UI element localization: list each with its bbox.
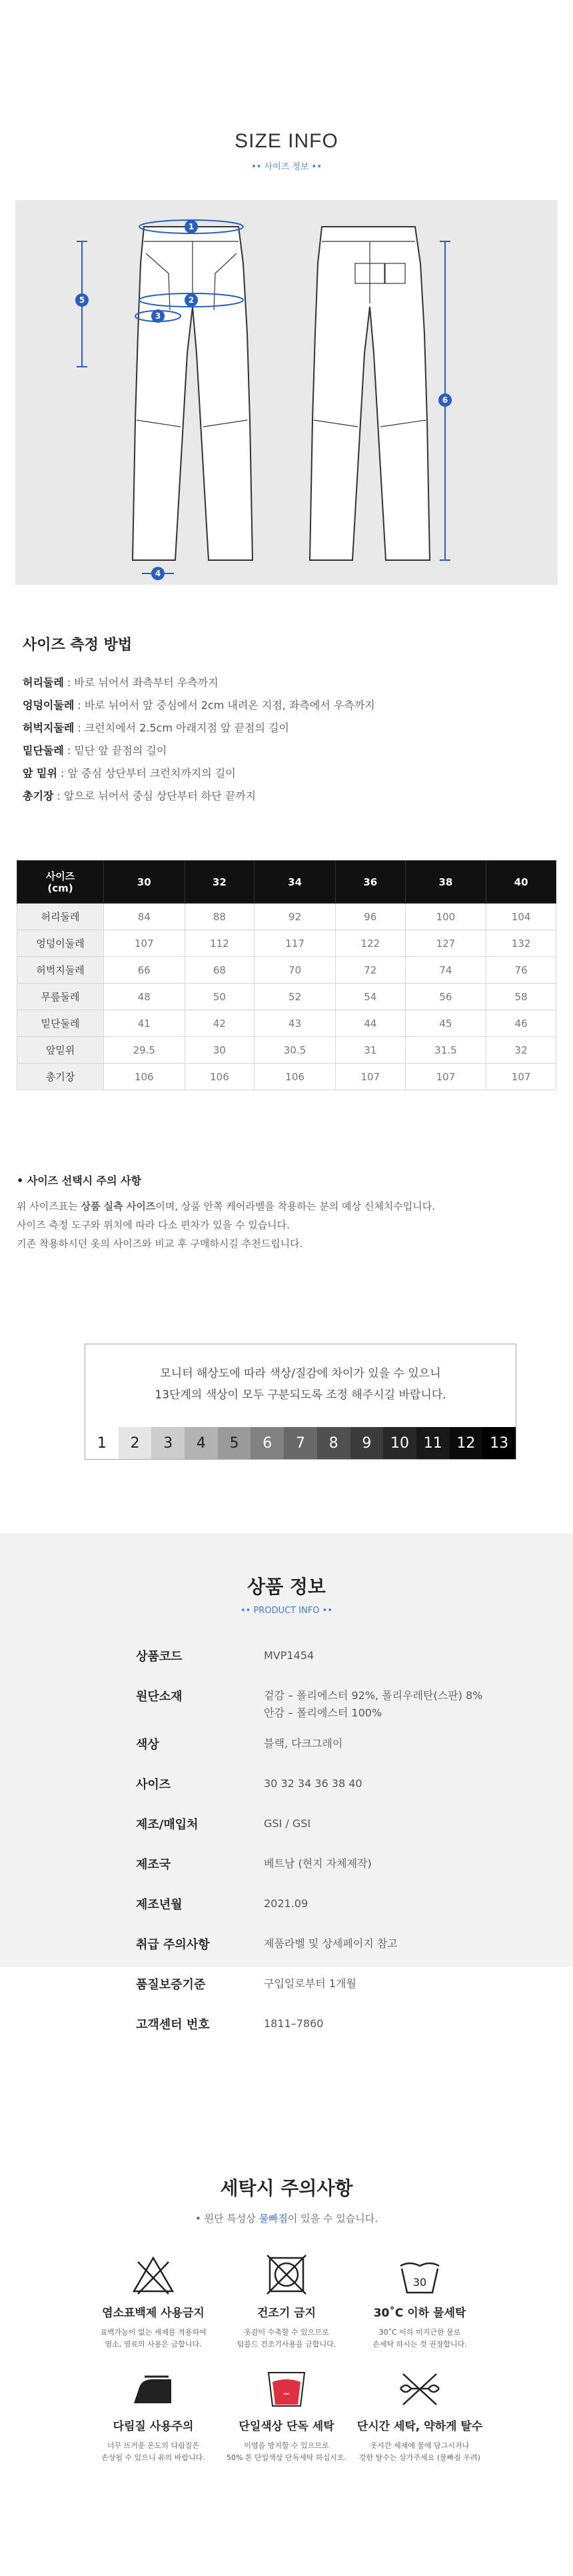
product-info-value	[264, 1969, 509, 1993]
size-cell: 122	[335, 930, 405, 957]
product-info-value-line: 1811–7860	[264, 2017, 324, 2030]
size-cell: 106	[104, 1064, 185, 1090]
product-info-key: 상품코드	[136, 1650, 183, 1664]
gray-step: 1	[85, 1427, 119, 1459]
product-info-key: 원단소재	[136, 1690, 183, 1704]
product-info-key: 제조년월	[136, 1898, 183, 1912]
size-cell: 56	[405, 984, 486, 1010]
gray-step: 11	[416, 1427, 450, 1459]
measure-row	[23, 672, 556, 694]
product-info-row	[136, 1888, 509, 1928]
size-cell: 106	[185, 1064, 255, 1090]
gray-step: 7	[284, 1427, 317, 1459]
no-bleach-icon	[130, 2254, 177, 2297]
wash-temp-label: 30	[412, 2276, 427, 2289]
care-item-no-bleach	[87, 2254, 220, 2351]
product-info-row	[136, 1768, 509, 1808]
care-item-wash-30	[353, 2254, 486, 2351]
measure-key: 엉덩이둘레	[23, 699, 75, 712]
size-cell: 107	[486, 1064, 556, 1090]
size-row-label: 허벅지둘레	[17, 957, 104, 984]
iron-icon	[130, 2367, 177, 2410]
washing-sub-text: 이 있을 수 있습니다.	[288, 2213, 378, 2225]
size-cell: 68	[185, 957, 255, 984]
size-row-label: 총기장	[17, 1064, 104, 1090]
measure-key: 총기장	[23, 790, 54, 802]
product-info-row	[136, 1928, 509, 1969]
product-info-key: 사이즈	[136, 1778, 171, 1792]
size-row-label: 엉덩이둘레	[17, 930, 104, 957]
product-info-value-line: 안감 – 폴리에스터 100%	[264, 1706, 382, 1719]
no-wring-icon	[396, 2367, 443, 2410]
product-info-value	[264, 1888, 509, 1912]
size-row-label: 무릎둘레	[17, 984, 104, 1010]
notes-title: • 사이즈 선택시 주의 사항	[17, 1174, 142, 1187]
product-info-value-line: 블랙, 다크그레이	[264, 1737, 343, 1750]
size-col: 38	[405, 861, 486, 904]
size-cell: 127	[405, 930, 486, 957]
washing-sub-text: • 원단 특성상	[195, 2213, 259, 2225]
product-info-row	[136, 2009, 509, 2049]
monitor-line-2: 13단계의 색상이 모두 구분되도록 조정 해주시길 바랍니다.	[155, 1388, 446, 1402]
size-info-header	[0, 0, 573, 172]
notes-line-2: 사이즈 측정 도구와 위치에 따라 다소 편차가 있을 수 있습니다.	[17, 1219, 290, 1231]
measure-key: 밑단둘레	[23, 744, 64, 757]
care-item-separate-wash	[220, 2367, 353, 2464]
grayscale-strip	[85, 1427, 516, 1459]
monitor-calibration-box	[85, 1344, 516, 1460]
size-cell: 46	[486, 1010, 556, 1037]
product-info-key: 취급 주의사항	[136, 1938, 210, 1952]
product-info-key: 색상	[136, 1738, 159, 1752]
washing-subtitle	[0, 2211, 573, 2225]
product-info-value	[264, 2009, 509, 2033]
measure-desc: : 바로 뉘어서 앞 중심에서 2cm 내려온 지점, 좌측에서 우측까지	[74, 699, 375, 712]
size-cell: 52	[255, 984, 336, 1010]
size-cell: 50	[185, 984, 255, 1010]
product-info-value	[264, 1928, 509, 1953]
size-cell: 29.5	[104, 1037, 185, 1064]
product-info-value-line: 2021.09	[264, 1897, 308, 1910]
product-info-value	[264, 1680, 509, 1722]
care-desc: 옷시간 세제에 물에 담그시거나 강한 탈수는 삼가주세요 (물빠짐 우려)	[359, 2441, 480, 2462]
product-info-row	[136, 1728, 509, 1768]
size-cell: 100	[405, 904, 486, 930]
size-row-label: 밑단둘레	[17, 1010, 104, 1037]
product-info-list	[136, 1640, 509, 2049]
size-cell: 88	[185, 904, 255, 930]
size-table-row	[17, 957, 556, 984]
care-title: 염소표백제 사용금지	[102, 2307, 205, 2320]
size-row-label: 앞밑위	[17, 1037, 104, 1064]
marker-1: 1	[188, 222, 195, 231]
size-cell: 84	[104, 904, 185, 930]
size-col: 34	[255, 861, 336, 904]
size-cell: 76	[486, 957, 556, 984]
size-cell: 31	[335, 1037, 405, 1064]
notes-line-3: 기존 착용하시던 옷의 사이즈와 비교 후 구매하시길 추천드립니다.	[17, 1238, 303, 1250]
gray-step: 13	[482, 1427, 516, 1459]
size-cell: 54	[335, 984, 405, 1010]
product-info-value-line: 구입일로부터 1개월	[264, 1977, 356, 1990]
size-cell: 48	[104, 984, 185, 1010]
size-info-title: SIZE INFO	[235, 130, 338, 152]
size-cell: 30	[185, 1037, 255, 1064]
separate-wash-icon	[263, 2367, 310, 2410]
gray-step: 4	[185, 1427, 218, 1459]
size-cell: 42	[185, 1010, 255, 1037]
monitor-message	[85, 1344, 516, 1406]
product-info-value-line: MVP1454	[264, 1649, 314, 1662]
product-info-row	[136, 1848, 509, 1888]
size-cell: 45	[405, 1010, 486, 1037]
measure-desc: : 바로 뉘어서 좌측부터 우측까지	[63, 676, 219, 689]
care-title: 단일색상 단독 세탁	[239, 2420, 334, 2433]
size-cell: 112	[185, 930, 255, 957]
size-cell: 72	[335, 957, 405, 984]
size-cell: 31.5	[405, 1037, 486, 1064]
care-desc: 표백가능이 없는 세제를 적용하여 염소, 염료의 사용은 금합니다.	[100, 2328, 207, 2349]
size-cell: 107	[405, 1064, 486, 1090]
size-cell: 96	[335, 904, 405, 930]
size-cell: 44	[335, 1010, 405, 1037]
measure-title: 사이즈 측정 방법	[23, 637, 133, 654]
product-info-value-line: 겉감 – 폴리에스터 92%, 폴리우레탄(스판) 8%	[264, 1689, 483, 1702]
measure-row	[23, 785, 556, 808]
care-desc: 너무 뜨거운 온도의 다림질은 손상될 수 있으니 유의 바랍니다.	[101, 2441, 205, 2462]
product-info-value	[264, 1640, 509, 1664]
size-header-label: 사이즈 (cm)	[17, 861, 104, 904]
measure-key: 앞 밑위	[23, 767, 57, 780]
size-col: 30	[104, 861, 185, 904]
size-cell: 107	[104, 930, 185, 957]
measure-method	[23, 633, 556, 808]
size-row-label: 허리둘레	[17, 904, 104, 930]
marker-2: 2	[188, 295, 195, 305]
notes-line-1	[17, 1197, 556, 1216]
care-desc: 이염을 방지할 수 있으므로 50% 톤 단일색상 단독세탁 하십시오.	[226, 2441, 347, 2462]
washing-header	[0, 2174, 573, 2225]
product-info-key: 제조/매입처	[136, 1818, 199, 1832]
size-table	[17, 860, 556, 1090]
product-info-value-line: 30 32 34 36 38 40	[264, 1777, 362, 1790]
gray-step: 8	[317, 1427, 350, 1459]
marker-5: 5	[79, 295, 85, 305]
gray-step: 2	[119, 1427, 152, 1459]
product-info-value-line: GSI / GSI	[264, 1817, 311, 1830]
size-cell: 30.5	[255, 1037, 336, 1064]
product-info-header	[0, 1572, 573, 1616]
size-table-row	[17, 1064, 556, 1090]
size-cell: 41	[104, 1010, 185, 1037]
pants-illustration	[15, 200, 558, 585]
gray-step: 10	[383, 1427, 416, 1459]
svg-text:~: ~	[283, 2389, 290, 2399]
size-cell: 92	[255, 904, 336, 930]
gray-step: 9	[350, 1427, 384, 1459]
measure-desc: : 밑단 앞 끝점의 길이	[63, 744, 167, 757]
no-tumble-dry-icon	[263, 2254, 310, 2297]
monitor-line-1: 모니터 해상도에 따라 색상/질감에 차이가 있을 수 있으니	[160, 1367, 441, 1380]
size-table-row	[17, 904, 556, 930]
notes-text: 이며, 상품 안쪽 케어라벨을 착용하는 분의 예상 신체치수입니다.	[155, 1200, 436, 1212]
product-info-subtitle: •• PRODUCT INFO ••	[241, 1606, 332, 1616]
size-col: 32	[185, 861, 255, 904]
size-cell: 66	[104, 957, 185, 984]
size-cell: 107	[335, 1064, 405, 1090]
product-info-key: 제조국	[136, 1858, 171, 1872]
wash-30-icon	[396, 2254, 443, 2297]
size-table-body	[17, 904, 556, 1090]
size-table-row	[17, 984, 556, 1010]
care-item-ironing	[87, 2367, 220, 2464]
size-table-row	[17, 930, 556, 957]
care-item-gentle-spin	[353, 2367, 486, 2464]
gray-step: 12	[450, 1427, 483, 1459]
product-info-value-line: 제품라벨 및 상세페이지 참고	[264, 1937, 398, 1950]
measure-row	[23, 717, 556, 740]
washing-title: 세탁시 주의사항	[220, 2177, 353, 2199]
care-item-no-dryer	[220, 2254, 353, 2351]
notes-text: 위 사이즈표는	[17, 1200, 81, 1212]
size-col: 40	[486, 861, 556, 904]
gray-step: 6	[251, 1427, 284, 1459]
product-info-row	[136, 1640, 509, 1680]
size-cell: 58	[486, 984, 556, 1010]
size-cell: 70	[255, 957, 336, 984]
size-cell: 43	[255, 1010, 336, 1037]
pants-size-diagram	[15, 200, 558, 585]
measure-key: 허벅지둘레	[23, 722, 75, 734]
product-info-value	[264, 1848, 509, 1872]
measure-desc: : 앞 중심 상단부터 크런치까지의 길이	[57, 767, 236, 780]
size-cell: 106	[255, 1064, 336, 1090]
product-info-key: 품질보증기준	[136, 1978, 206, 1992]
care-title: 다림질 사용주의	[113, 2420, 194, 2433]
care-title: 30˚C 이하 물세탁	[373, 2307, 466, 2320]
size-cell: 104	[486, 904, 556, 930]
size-table-row	[17, 1037, 556, 1064]
size-cell: 132	[486, 930, 556, 957]
size-table-row	[17, 1010, 556, 1037]
product-info-value	[264, 1808, 509, 1832]
product-info-row	[136, 1969, 509, 2009]
measure-row	[23, 694, 556, 717]
notes-emphasis: 상품 실측 사이즈	[81, 1200, 156, 1212]
measure-desc: : 크런치에서 2.5cm 아래지점 앞 끝점의 길이	[74, 722, 289, 734]
care-title: 건조기 금지	[257, 2307, 316, 2320]
measure-row	[23, 740, 556, 762]
washing-sub-emphasis: 물빠짐	[259, 2213, 288, 2225]
marker-3: 3	[155, 311, 161, 321]
marker-6: 6	[442, 395, 448, 405]
care-desc: 옷감이 수축할 수 있으므로 텀블드 건조기사용을 금합니다.	[237, 2328, 336, 2349]
measure-key: 허리둘레	[23, 676, 64, 689]
measure-desc: : 앞으로 뉘어서 중심 상단부터 하단 끝까지	[53, 790, 257, 802]
size-col: 36	[335, 861, 405, 904]
product-info-row	[136, 1680, 509, 1728]
size-cell: 32	[486, 1037, 556, 1064]
product-info-row	[136, 1808, 509, 1848]
size-cell: 117	[255, 930, 336, 957]
product-info-value-line: 베트남 (현지 자체제작)	[264, 1857, 372, 1870]
measure-row	[23, 762, 556, 785]
gray-step: 5	[218, 1427, 251, 1459]
gray-step: 3	[151, 1427, 185, 1459]
care-title: 단시간 세탁, 약하게 탈수	[356, 2420, 483, 2433]
product-info-value	[264, 1728, 509, 1752]
product-info-key: 고객센터 번호	[136, 2018, 210, 2032]
product-info-title: 상품 정보	[247, 1576, 326, 1598]
size-notes	[17, 1172, 556, 1253]
size-cell: 74	[405, 957, 486, 984]
care-desc: 30˚C 이하 미지근한 물로 손세탁 하시는 것 권장합니다.	[372, 2328, 467, 2349]
product-info-value	[264, 1768, 509, 1792]
size-info-subtitle: •• 사이즈 정보 ••	[251, 162, 322, 172]
size-table-header	[17, 861, 556, 904]
marker-4: 4	[155, 569, 161, 578]
